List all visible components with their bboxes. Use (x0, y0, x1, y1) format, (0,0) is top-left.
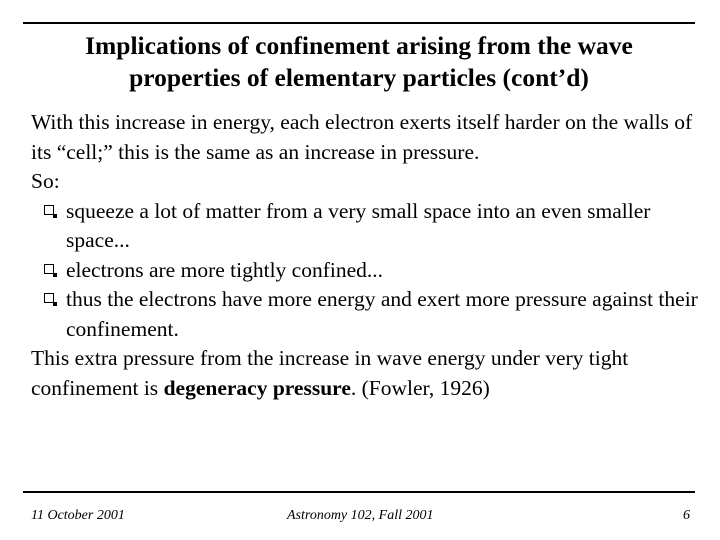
bottom-rule (23, 491, 695, 493)
bullet-text: thus the electrons have more energy and exert more pressure against their confinement. (66, 287, 698, 341)
so-label: So: (31, 169, 60, 193)
footer-date: 11 October 2001 (31, 508, 125, 523)
bullet-list (31, 197, 701, 345)
top-rule (23, 22, 695, 24)
bullet-text: squeeze a lot of matter from a very small space into an even smaller space... (66, 198, 651, 252)
slide-title (23, 30, 695, 94)
bullet-text: electrons are more tightly confined... (66, 257, 384, 282)
title-line-1: Implications of confinement arising from the wave (85, 31, 633, 60)
checkbox-bullet-icon (44, 205, 54, 215)
conclusion-paragraph (31, 344, 701, 403)
list-item (31, 285, 701, 344)
title-line-2: properties of elementary particles (cont’d) (129, 63, 589, 92)
intro-paragraph: With this increase in energy, each electron exerts itself harder on the walls of its “cell;” this is the same as an increase in pressure. (31, 110, 693, 164)
degeneracy-pressure-term: degeneracy pressure (163, 375, 351, 400)
conclusion-text: This extra pressure from the increase in wave energy under very tight confinement is (31, 346, 629, 400)
checkbox-bullet-icon (44, 293, 54, 303)
citation-text: . (Fowler, 1926) (350, 375, 490, 400)
page-number: 6 (683, 508, 690, 523)
list-item (31, 256, 701, 286)
slide-body (31, 108, 701, 403)
list-item (31, 197, 701, 256)
footer-course: Astronomy 102, Fall 2001 (287, 508, 434, 523)
checkbox-bullet-icon (44, 264, 54, 274)
